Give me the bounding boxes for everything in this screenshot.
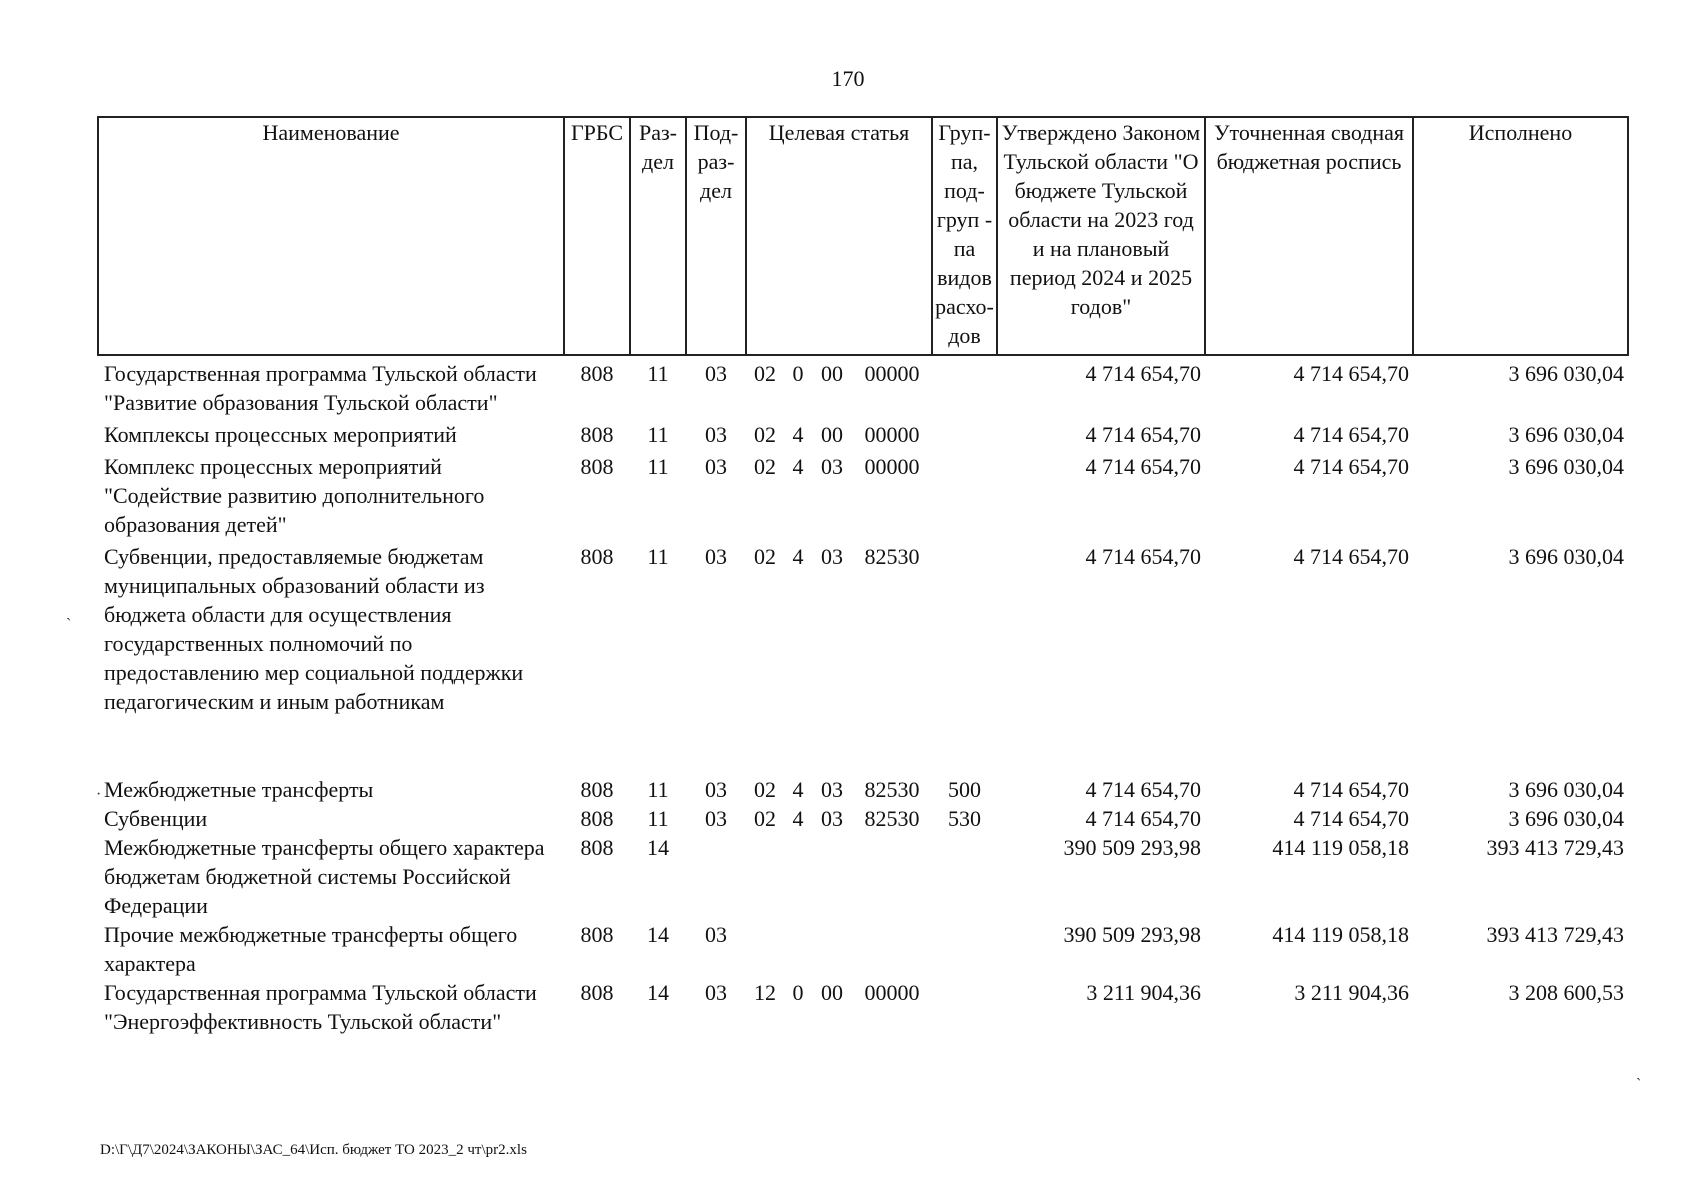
cell-refined: 4 714 654,70 (1293, 806, 1409, 831)
table-row (98, 449, 1628, 539)
cell-name: Субвенции (104, 806, 208, 831)
budget-table (97, 116, 1629, 1036)
cell-razdel: 11 (647, 777, 669, 802)
cell-razdel: 11 (647, 806, 669, 831)
cell-target-3: 03 (821, 777, 843, 802)
cell-target-1: 02 (754, 777, 776, 802)
cell-approved: 390 509 293,98 (1063, 922, 1201, 947)
cell-executed: 393 413 729,43 (1486, 922, 1624, 947)
cell-grbs: 808 (580, 922, 614, 947)
cell-podrazdel: 03 (705, 922, 727, 947)
cell-target-1: 02 (754, 422, 776, 447)
cell-group (932, 978, 997, 1036)
cell-podrazdel: 03 (705, 422, 727, 447)
cell-grbs: 808 (580, 422, 614, 447)
header-grbs: ГРБС (564, 117, 630, 355)
cell-grbs: 808 (580, 777, 614, 802)
cell-podrazdel: 03 (705, 544, 727, 569)
cell-executed: 3 696 030,04 (1508, 777, 1624, 802)
cell-group: 500 (948, 777, 981, 802)
cell-grbs: 808 (580, 361, 614, 386)
cell-group (932, 539, 997, 716)
cell-target-3 (812, 833, 852, 920)
cell-refined: 4 714 654,70 (1293, 777, 1409, 802)
cell-executed: 3 696 030,04 (1508, 422, 1624, 447)
cell-target-3: 03 (821, 454, 843, 479)
cell-target-1 (746, 833, 784, 920)
cell-target-4: 00000 (864, 980, 920, 1005)
cell-executed: 3 208 600,53 (1508, 980, 1624, 1005)
cell-target-2: 4 (792, 777, 804, 802)
cell-refined: 414 119 058,18 (1272, 835, 1409, 860)
cell-refined: 414 119 058,18 (1272, 922, 1409, 947)
table-row (98, 355, 1628, 417)
cell-podrazdel (686, 833, 746, 920)
cell-approved: 4 714 654,70 (1085, 806, 1201, 831)
cell-approved: 4 714 654,70 (1085, 544, 1201, 569)
header-razdel: Раз-дел (630, 117, 686, 355)
cell-group (932, 449, 997, 539)
cell-target-1: 02 (754, 454, 776, 479)
cell-target-3: 03 (821, 806, 843, 831)
page-number: 170 (831, 66, 865, 91)
cell-name: Государственная программа Тульской области "Энергоэффективность Тульской области" (104, 980, 537, 1034)
cell-podrazdel: 03 (705, 361, 727, 386)
cell-approved: 4 714 654,70 (1085, 361, 1201, 386)
cell-target-2: 4 (792, 422, 804, 447)
cell-target-1: 12 (754, 980, 776, 1005)
cell-refined: 4 714 654,70 (1293, 422, 1409, 447)
cell-target-4: 00000 (864, 454, 920, 479)
scan-artifact-mark: ˏ (1636, 1064, 1642, 1081)
header-name: Наименование (98, 117, 564, 355)
cell-grbs: 808 (580, 980, 614, 1005)
cell-razdel: 14 (647, 835, 669, 860)
cell-refined: 3 211 904,36 (1294, 980, 1409, 1005)
cell-razdel: 11 (647, 454, 669, 479)
cell-target-4: 00000 (864, 361, 920, 386)
table-row (98, 804, 1628, 833)
header-refined: Уточненная сводная бюджетная роспись (1205, 117, 1413, 355)
cell-razdel: 11 (647, 361, 669, 386)
cell-target-2 (784, 920, 812, 978)
table-row (98, 833, 1628, 920)
cell-grbs: 808 (580, 454, 614, 479)
cell-group (932, 417, 997, 449)
cell-approved: 4 714 654,70 (1085, 777, 1201, 802)
cell-name: Комплексы процессных мероприятий (104, 422, 457, 447)
cell-target-3: 00 (821, 361, 843, 386)
cell-target-4: 82530 (864, 544, 920, 569)
table-spacer-row (98, 716, 1628, 772)
cell-refined: 4 714 654,70 (1293, 544, 1409, 569)
cell-executed: 3 696 030,04 (1508, 544, 1624, 569)
cell-target-4: 00000 (864, 422, 920, 447)
cell-podrazdel: 03 (705, 980, 727, 1005)
header-podrazdel: Под-раз-дел (686, 117, 746, 355)
cell-group: 530 (948, 806, 981, 831)
cell-target-4 (852, 920, 932, 978)
cell-group (932, 920, 997, 978)
cell-name: Государственная программа Тульской области "Развитие образования Тульской области" (104, 361, 537, 415)
scan-artifact-mark: ˏ (66, 604, 72, 621)
cell-target-2: 4 (792, 544, 804, 569)
cell-target-2 (784, 833, 812, 920)
table-header-row (98, 117, 1628, 355)
header-approved: Утверждено Законом Тульской области "О бюджете Тульской области на 2023 год и на плановый период 2024 и 2025 годов" (997, 117, 1205, 355)
cell-group (932, 355, 997, 417)
table-row (98, 978, 1628, 1036)
cell-target-3: 00 (821, 422, 843, 447)
cell-razdel: 11 (647, 544, 669, 569)
cell-approved: 4 714 654,70 (1085, 454, 1201, 479)
cell-grbs: 808 (580, 835, 614, 860)
cell-target-1: 02 (754, 361, 776, 386)
cell-target-4: 82530 (864, 777, 920, 802)
table-row (98, 539, 1628, 716)
cell-razdel: 14 (647, 980, 669, 1005)
cell-target-3 (812, 920, 852, 978)
cell-target-1: 02 (754, 544, 776, 569)
cell-podrazdel: 03 (705, 454, 727, 479)
table-row (98, 920, 1628, 978)
cell-target-3: 03 (821, 544, 843, 569)
budget-table-container (97, 116, 1627, 1036)
cell-name: Межбюджетные трансферты общего характера бюджетам бюджетной системы Российской Федерации (104, 835, 545, 918)
scan-artifact-mark: · (96, 786, 102, 803)
table-row (98, 772, 1628, 804)
cell-razdel: 14 (647, 922, 669, 947)
cell-approved: 390 509 293,98 (1063, 835, 1201, 860)
spacer-cell (98, 716, 1628, 772)
cell-target-2: 0 (792, 361, 804, 386)
cell-podrazdel: 03 (705, 777, 727, 802)
cell-target-4: 82530 (864, 806, 920, 831)
cell-target-3: 00 (821, 980, 843, 1005)
header-executed: Исполнено (1413, 117, 1628, 355)
cell-grbs: 808 (580, 544, 614, 569)
cell-refined: 4 714 654,70 (1293, 454, 1409, 479)
table-row (98, 417, 1628, 449)
cell-target-1 (746, 920, 784, 978)
cell-executed: 3 696 030,04 (1508, 454, 1624, 479)
cell-executed: 393 413 729,43 (1486, 835, 1624, 860)
header-group: Груп-па, под-груп - па видов расхо-дов (932, 117, 997, 355)
cell-name: Комплекс процессных мероприятий "Содействие развитию дополнительного образования детей" (104, 454, 485, 537)
cell-grbs: 808 (580, 806, 614, 831)
cell-name: Субвенции, предоставляемые бюджетам муниципальных образований области из бюджета области для осуществления государственных полномочий по предоставлению мер социальной поддержки педагогическим и иным работникам (104, 544, 524, 714)
cell-name: Прочие межбюджетные трансферты общего характера (104, 922, 518, 976)
cell-target-1: 02 (754, 806, 776, 831)
cell-podrazdel: 03 (705, 806, 727, 831)
cell-group (932, 833, 997, 920)
cell-target-4 (852, 833, 932, 920)
cell-refined: 4 714 654,70 (1293, 361, 1409, 386)
cell-razdel: 11 (647, 422, 669, 447)
cell-target-2: 4 (792, 806, 804, 831)
cell-target-2: 4 (792, 454, 804, 479)
header-target: Целевая статья (746, 117, 932, 355)
cell-executed: 3 696 030,04 (1508, 361, 1624, 386)
cell-approved: 3 211 904,36 (1086, 980, 1201, 1005)
cell-approved: 4 714 654,70 (1085, 422, 1201, 447)
file-path-footer: D:\Г\Д7\2024\ЗАКОНЫ\ЗАС_64\Исп. бюджет ТО 2023_2 чт\pr2.xls (100, 1142, 527, 1158)
cell-name: Межбюджетные трансферты (104, 777, 374, 802)
cell-target-2: 0 (792, 980, 804, 1005)
cell-executed: 3 696 030,04 (1508, 806, 1624, 831)
